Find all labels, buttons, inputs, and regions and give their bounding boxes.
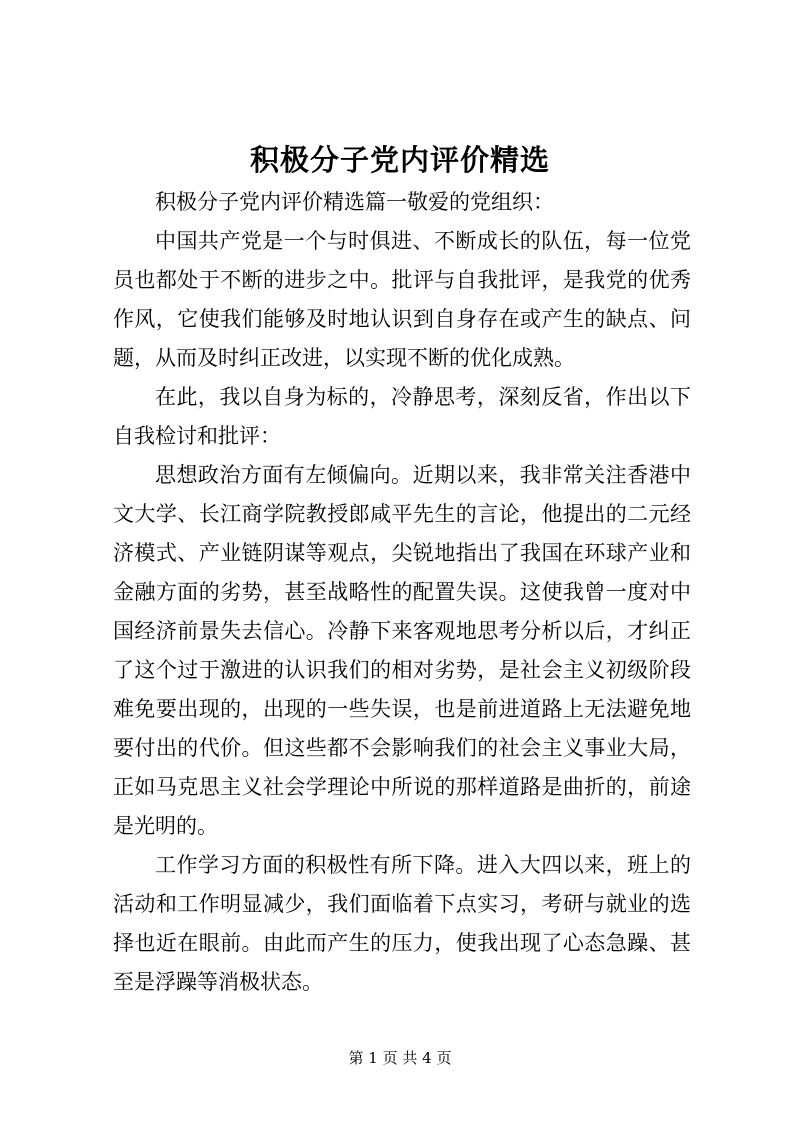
paragraph-self-review: 在此，我以自身为标的，冷静思考，深刻反省，作出以下自我检讨和批评： xyxy=(113,385,691,448)
document-title: 积极分子党内评价精选 xyxy=(249,143,550,177)
paragraph-intro: 中国共产党是一个与时俱进、不断成长的队伍，每一位党员也都处于不断的进步之中。批评与自我批评，是我党的优秀作风，它使我们能够及时地认识到自身存在或产生的缺点、问题，从而及时纠正改进，以实现不断的优化成熟。 xyxy=(113,229,691,370)
paragraph-salutation: 积极分子党内评价精选篇一敬爱的党组织： xyxy=(155,190,554,214)
document-body xyxy=(113,183,691,1002)
page-number-footer: 第 1 页 共 4 页 xyxy=(348,1049,452,1067)
paragraph-political-thought: 思想政治方面有左倾偏向。近期以来，我非常关注香港中文大学、长江商学院教授郎咸平先生的言论，他提出的二元经济模式、产业链阴谋等观点，尖锐地指出了我国在环球产业和金融方面的劣势，甚至战略性的配置失误。这使我曾一度对中国经济前景失去信心。冷静下来客观地思考分析以后，才纠正了这个过于激进的认识我们的相对劣势，是社会主义初级阶段难免要出现的，出现的一些失误，也是前进道路上无法避免地要付出的代价。但这些都不会影响我们的社会主义事业大局，正如马克思主义社会学理论中所说的那样道路是曲折的，前途是光明的。 xyxy=(113,463,691,838)
paragraph-work-study: 工作学习方面的积极性有所下降。进入大四以来，班上的活动和工作明显减少，我们面临着下点实习，考研与就业的选择也近在眼前。由此而产生的压力，使我出现了心态急躁、甚至是浮躁等消极状态。 xyxy=(113,853,691,994)
